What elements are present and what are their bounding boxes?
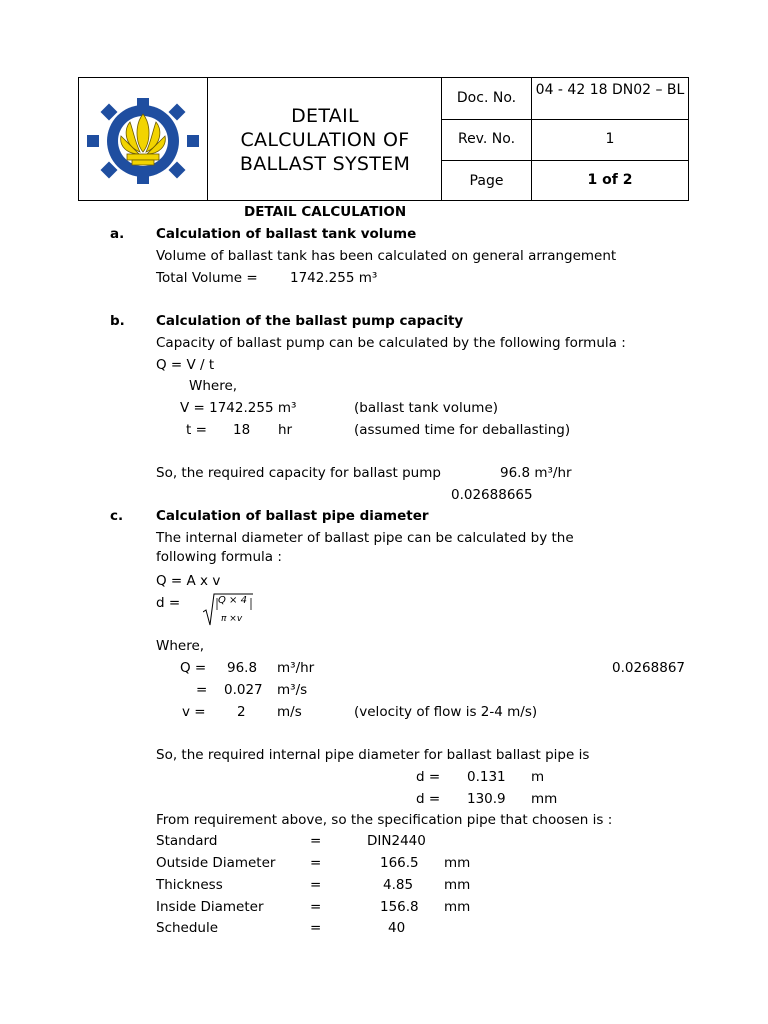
spec-unit: mm	[444, 877, 471, 893]
spec-value: 166.5	[380, 855, 419, 871]
title-line: BALLAST SYSTEM	[239, 153, 411, 175]
spec-unit: mm	[444, 855, 471, 871]
t-value: 18	[233, 422, 251, 438]
document-title	[208, 104, 442, 176]
text-line: Capacity of ballast pump can be calculated by the following formula :	[156, 335, 626, 351]
spec-eq: =	[310, 920, 322, 936]
spec-eq: =	[310, 899, 322, 915]
section-marker-b: b.	[110, 313, 125, 329]
text-line: The internal diameter of ballast pipe can be calculated by the	[156, 530, 574, 546]
text-line: So, the required internal pipe diameter for ballast ballast pipe is	[156, 747, 590, 763]
spec-value: 40	[388, 920, 406, 936]
spec-eq: =	[310, 877, 322, 893]
t-label: t =	[186, 422, 207, 438]
doc-value: 04 - 42 18 DN02 – BL	[535, 82, 685, 98]
total-volume-label: Total Volume =	[156, 270, 258, 286]
header-table	[78, 77, 689, 201]
section-marker-a: a.	[110, 226, 125, 242]
q-value: 96.8	[227, 660, 258, 676]
spec-label: Schedule	[156, 920, 219, 936]
rev-value: 1	[605, 131, 615, 147]
where-label: Where,	[156, 638, 205, 654]
spec-label: Inside Diameter	[156, 899, 264, 915]
v-note: (velocity of flow is 2-4 m/s)	[354, 704, 538, 720]
d1-label: d =	[416, 769, 441, 785]
d2-unit: mm	[531, 791, 558, 807]
page-label: Page	[469, 173, 504, 189]
text-line: Volume of ballast tank has been calculated on general arrangement	[156, 248, 617, 264]
sqrt-formula	[203, 592, 255, 632]
formula: d =	[156, 595, 181, 611]
total-volume-value: 1742.255 m³	[290, 270, 378, 286]
where-label: Where,	[189, 378, 238, 394]
title-line: CALCULATION OF	[240, 129, 410, 151]
section-title-b: Calculation of the ballast pump capacity	[156, 313, 464, 329]
text-line: From requirement above, so the specification pipe that choosen is :	[156, 812, 613, 828]
spec-eq: =	[310, 855, 322, 871]
title-line: DETAIL	[291, 105, 359, 127]
header-divider	[442, 160, 688, 161]
v-value: 2	[237, 704, 246, 720]
d2-value: 130.9	[467, 791, 506, 807]
spec-eq: =	[310, 833, 322, 849]
d1-unit: m	[531, 769, 545, 785]
sqrt-denominator: π ×v	[221, 614, 243, 624]
spec-label: Thickness	[156, 877, 223, 893]
sqrt-numerator: Q × 4	[218, 595, 247, 606]
spec-label: Outside Diameter	[156, 855, 276, 871]
v-definition: V = 1742.255 m³	[180, 400, 297, 416]
v-note: (ballast tank volume)	[354, 400, 499, 416]
page-value: 1 of 2	[587, 172, 633, 188]
spec-value: DIN2440	[367, 833, 426, 849]
doc-label: Doc. No.	[456, 90, 517, 106]
formula: Q = A x v	[156, 573, 221, 589]
section-title-a: Calculation of ballast tank volume	[156, 226, 417, 242]
section-heading: DETAIL CALCULATION	[244, 204, 407, 220]
section-title-c: Calculation of ballast pipe diameter	[156, 508, 429, 524]
q-unit: m³/hr	[277, 660, 315, 676]
v-unit: m/s	[277, 704, 302, 720]
t-note: (assumed time for deballasting)	[354, 422, 571, 438]
result-extra: 0.02688665	[451, 487, 533, 503]
its-emblem-icon	[83, 96, 203, 186]
rev-label: Rev. No.	[457, 131, 516, 147]
q2-label: =	[196, 682, 208, 698]
q-label: Q =	[180, 660, 207, 676]
q2-value: 0.027	[224, 682, 263, 698]
section-marker-c: c.	[110, 508, 124, 524]
spec-unit: mm	[444, 899, 471, 915]
d2-label: d =	[416, 791, 441, 807]
spec-value: 4.85	[383, 877, 414, 893]
q2-unit: m³/s	[277, 682, 308, 698]
v-label: v =	[182, 704, 206, 720]
spec-label: Standard	[156, 833, 218, 849]
text-line: following formula :	[156, 549, 282, 565]
t-unit: hr	[278, 422, 293, 438]
q-extra: 0.0268867	[612, 660, 686, 676]
spec-value: 156.8	[380, 899, 419, 915]
header-divider	[442, 119, 688, 120]
formula: Q = V / t	[156, 357, 215, 373]
result-label: So, the required capacity for ballast pump	[156, 465, 441, 481]
d1-value: 0.131	[467, 769, 506, 785]
result-value: 96.8 m³/hr	[500, 465, 572, 481]
